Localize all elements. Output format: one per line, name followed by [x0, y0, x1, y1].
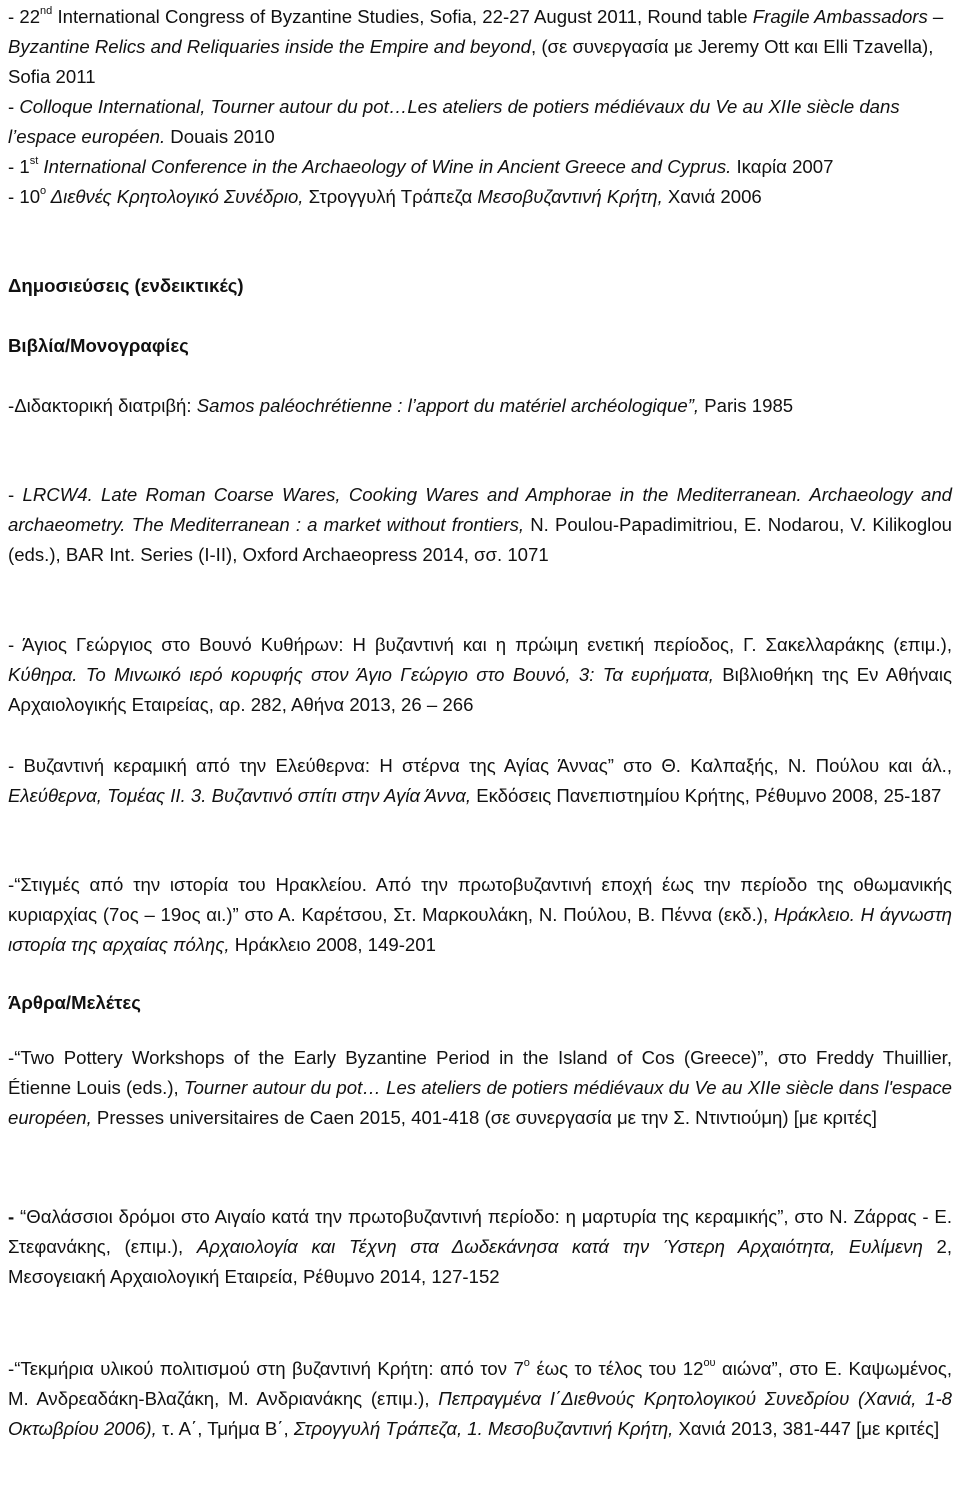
entry-text: Στρογγυλή Τράπεζα	[303, 186, 478, 207]
entry-text: Χανιά 2013, 381-447 [με κριτές]	[673, 1418, 940, 1439]
italic-text: Διεθνές Κρητολογικό Συνέδριο,	[46, 186, 304, 207]
superscript-text: nd	[40, 4, 53, 17]
superscript-text: st	[29, 154, 39, 167]
entry-text: International Congress of Byzantine Studies, Sofia, 22-27 August 2011, Round table	[52, 6, 753, 27]
italic-text: Κύθηρα. Το Μινωικό ιερό κορυφής στον Άγιο Γεώργιο στο Βουνό, 3: Τα ευρήματα,	[8, 664, 714, 685]
conference-entry	[8, 92, 952, 152]
entry-text: Douais 2010	[165, 126, 275, 147]
entry-text: Paris 1985	[699, 395, 794, 416]
entry-text: “Θαλάσσιοι δρόμοι στο Αιγαίο κατά την πρωτοβυζαντινή περίοδο: η μαρτυρία της κεραμικής”, στο Ν. Ζάρρας - Ε. Στεφανάκης, (επιμ.),	[8, 1206, 952, 1257]
italic-text: Samos paléochrétienne : l’apport du matériel archéologique”,	[196, 395, 700, 416]
entry-text: Βιβλιοθήκη της Εν Αθήναις Αρχαιολογικής Εταιρείας, αρ. 282, Αθήνα 2013, 26 – 266	[8, 664, 952, 715]
book-entry	[8, 480, 952, 570]
italic-text: International Conference in the Archaeology of Wine in Ancient Greece and Cyprus.	[38, 156, 732, 177]
conference-entry	[8, 2, 952, 92]
entry-text: , (σε συνεργασία με Jeremy Ott και Elli Tzavella), Sofia 2011	[8, 36, 934, 87]
italic-text: Ηράκλειο. Η άγνωστη ιστορία της αρχαίας πόλης,	[8, 904, 952, 955]
italic-text: Fragile Ambassadors – Byzantine Relics and Reliquaries inside the Empire and beyond	[8, 6, 944, 57]
book-entry	[8, 751, 952, 811]
book-entry	[8, 870, 952, 960]
article-entry	[8, 1354, 952, 1444]
entry-text: - 22	[8, 6, 41, 27]
italic-text: Ελεύθερνα, Τομέας ΙΙ. 3. Βυζαντινό σπίτι στην Αγία Άννα,	[8, 785, 472, 806]
superscript-text: ο	[523, 1356, 530, 1369]
entry-text: -“Τεκμήρια υλικού πολιτισμού στη βυζαντινή Κρήτη: από τον 7	[8, 1358, 524, 1379]
entry-text: -	[8, 484, 23, 505]
entry-text: -Διδακτορική διατριβή:	[8, 395, 197, 416]
entry-text: -	[8, 96, 20, 117]
book-entry	[8, 391, 952, 421]
book-entry	[8, 630, 952, 720]
entry-text: Εκδόσεις Πανεπιστημίου Κρήτης, Ρέθυμνο 2008, 25-187	[471, 785, 942, 806]
italic-text: Αρχαιολογία και Τέχνη στα Δωδεκάνησα κατά την Ύστερη Αρχαιότητα, Ευλίμενη	[196, 1236, 923, 1257]
entry-text: Ηράκλειο 2008, 149-201	[229, 934, 436, 955]
article-entry	[8, 1202, 952, 1292]
italic-text: Colloque International, Tourner autour du pot…Les ateliers de potiers médiévaux du Ve au XIIe siècle dans l’espace européen.	[8, 96, 900, 147]
entry-text: - Βυζαντινή κεραμική από την Ελεύθερνα: Η στέρνα της Αγίας Άννας” στο Θ. Καλπαξής, Ν. Πούλου και άλ.,	[8, 755, 952, 776]
entry-text: 2, Μεσογειακή Αρχαιολογική Εταιρεία, Ρέθυμνο 2014, 127-152	[8, 1236, 952, 1287]
entry-text: - 10	[8, 186, 41, 207]
conference-entry	[8, 182, 952, 212]
entry-text: έως το τέλος του 12	[529, 1358, 704, 1379]
books-heading: Βιβλία/Μονογραφίες	[8, 335, 189, 356]
entry-text: τ. Α΄, Τμήμα Β΄,	[156, 1418, 294, 1439]
superscript-text: ου	[703, 1356, 716, 1369]
entry-text: -“Two Pottery Workshops of the Early Byzantine Period in the Island of Cos (Greece)”, στο Freddy Thuillier, Étienne Louis (eds.),	[8, 1047, 952, 1098]
entry-text: αιώνα”, στο Ε. Καψωμένος, Μ. Ανδρεαδάκη-Βλαζάκη, Μ. Ανδριανάκης (επιμ.),	[8, 1358, 952, 1409]
entry-text: Χανιά 2006	[662, 186, 762, 207]
conferences-list	[8, 2, 952, 212]
publications-heading: Δημοσιεύσεις (ενδεικτικές)	[8, 275, 244, 296]
article-entry	[8, 1043, 952, 1133]
entry-text: Ικαρία 2007	[731, 156, 834, 177]
superscript-text: ο	[40, 184, 47, 197]
italic-text: Πεπραγμένα Ι΄Διεθνούς Κρητολογικού Συνεδρίου (Χανιά, 1-8 Οκτωβρίου 2006),	[8, 1388, 952, 1439]
conference-entry	[8, 152, 952, 182]
italic-text: Tourner autour du pot… Les ateliers de potiers médiévaux du Ve au XIIe siècle dans l'espace européen,	[8, 1077, 952, 1128]
italic-text: Στρογγυλή Τράπεζα, 1. Μεσοβυζαντινή Κρήτη,	[293, 1418, 674, 1439]
entry-text: -	[8, 1206, 15, 1227]
articles-heading: Άρθρα/Μελέτες	[8, 992, 141, 1013]
italic-text: Late Roman Coarse Wares, Cooking Wares and Amphorae in the Mediterranean. Archaeology and archaeometry. The Mediterranean : a market without frontiers,	[8, 484, 952, 535]
italic-text: LRCW4.	[22, 484, 93, 505]
entry-text: - Άγιος Γεώργιος στο Βουνό Κυθήρων: Η βυζαντινή και η πρώιμη ενετική περίοδος, Γ. Σακελλαράκης (επιμ.),	[8, 634, 952, 655]
entry-text: Presses universitaires de Caen 2015, 401-418 (σε συνεργασία με την Σ. Ντιντιούμη) [με κριτές]	[91, 1107, 877, 1128]
italic-text: Μεσοβυζαντινή Κρήτη,	[477, 186, 663, 207]
entry-text: - 1	[8, 156, 30, 177]
entry-text: N. Poulou-Papadimitriou, E. Nodarou, V. Kilikoglou (eds.), BAR Int. Series (I-II), Oxford Archaeopress 2014, σσ. 1071	[8, 514, 952, 565]
entry-text: -“Στιγμές από την ιστορία του Ηρακλείου. Από την πρωτοβυζαντινή εποχή έως την περίοδο της οθωμανικής κυριαρχίας (7ος – 19ος αι.)” στο Α. Καρέτσου, Στ. Μαρκουλάκη, Ν. Πούλου, Β. Πέννα (εκδ.),	[8, 874, 952, 925]
